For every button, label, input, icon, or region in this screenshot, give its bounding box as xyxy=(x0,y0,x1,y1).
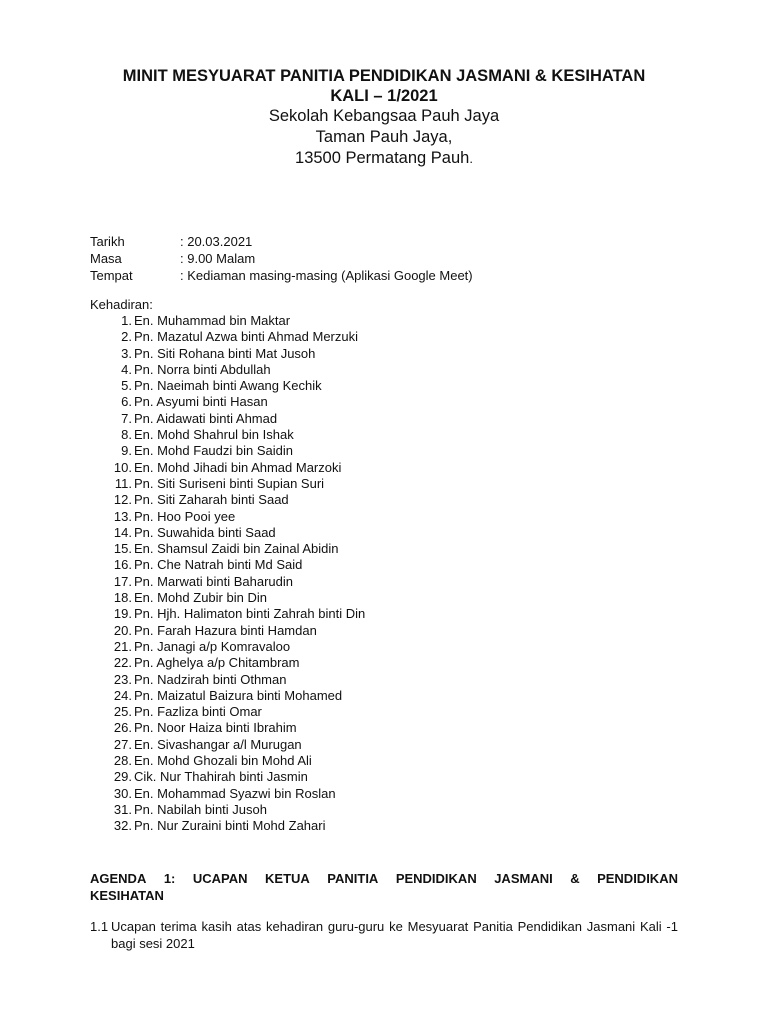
attendee-number: 5. xyxy=(121,378,132,394)
attendee-item xyxy=(90,476,365,492)
attendee-number: 30. xyxy=(113,785,132,801)
title-line-1: MINIT MESYUARAT PANITIA PENDIDIKAN JASMANI & KESIHATAN xyxy=(122,67,646,85)
attendee-name: En. Muhammad bin Maktar xyxy=(134,313,291,328)
agenda-1-heading xyxy=(90,870,678,904)
attendee-name: Pn. Aghelya a/p Chitambram xyxy=(134,655,300,671)
attendee-name: Pn. Siti Zaharah binti Saad xyxy=(134,492,289,508)
attendee-number: 25. xyxy=(113,704,132,720)
attendance-list xyxy=(90,313,365,835)
attendee-name: Pn. Norra binti Abdullah xyxy=(134,361,271,377)
attendee-item xyxy=(90,557,365,573)
attendee-number: 8. xyxy=(121,427,132,443)
attendee-name: En. Shamsul Zaidi bin Zainal Abidin xyxy=(134,541,339,557)
attendee-name: Pn. Nadzirah binti Othman xyxy=(134,671,287,687)
attendee-item xyxy=(90,492,365,508)
meta-key: Tempat xyxy=(90,268,133,283)
document-header xyxy=(60,66,708,169)
attendee-name: Pn. Nur Zuraini binti Mohd Zahari xyxy=(134,818,326,834)
attendee-item xyxy=(90,737,365,753)
attendee-item xyxy=(90,639,365,655)
attendee-name: Pn. Nabilah binti Jusoh xyxy=(134,801,267,817)
attendee-item xyxy=(90,818,365,834)
address-line-2 xyxy=(60,148,708,169)
attendee-number: 11. xyxy=(114,475,132,491)
attendee-item xyxy=(90,688,365,704)
meta-row-time xyxy=(90,250,473,267)
attendee-item xyxy=(90,460,365,476)
attendee-name: En. Mohd Ghozali bin Mohd Ali xyxy=(134,753,312,769)
agenda-word: 1: xyxy=(163,871,176,886)
attendee-item xyxy=(90,329,365,345)
attendee-item xyxy=(90,704,365,720)
attendee-number: 31. xyxy=(113,801,132,817)
attendee-name: Cik. Nur Thahirah binti Jasmin xyxy=(134,769,308,785)
attendee-item xyxy=(90,394,365,410)
attendee-item xyxy=(90,346,365,362)
attendee-name: En. Sivashangar a/l Murugan xyxy=(134,736,302,752)
attendee-number: 16. xyxy=(113,557,132,573)
attendee-name: Pn. Naeimah binti Awang Kechik xyxy=(134,378,322,394)
attendee-name: Pn. Hjh. Halimaton binti Zahrah binti Din xyxy=(134,606,366,622)
attendee-number: 13. xyxy=(113,508,132,524)
attendee-number: 7. xyxy=(121,410,132,426)
attendee-item xyxy=(90,362,365,378)
attendee-name: Pn. Hoo Pooi yee xyxy=(134,508,236,524)
attendee-name: Pn. Siti Rohana binti Mat Jusoh xyxy=(134,345,316,361)
attendee-number: 24. xyxy=(113,687,132,703)
address-line-2-text: 13500 Permatang Pauh xyxy=(295,149,470,167)
attendee-item xyxy=(90,443,365,459)
attendee-item xyxy=(90,623,365,639)
attendee-name: Pn. Maizatul Baizura binti Mohamed xyxy=(134,687,343,703)
school-name: Sekolah Kebangsaa Pauh Jaya xyxy=(268,107,500,125)
attendee-item xyxy=(90,574,365,590)
attendee-name: Pn. Farah Hazura binti Hamdan xyxy=(134,622,317,638)
agenda-word: UCAPAN xyxy=(192,871,248,886)
attendee-name: En. Mohd Shahrul bin Ishak xyxy=(134,427,294,443)
attendee-number: 26. xyxy=(113,720,132,736)
attendee-number: 15. xyxy=(113,541,132,557)
attendee-item xyxy=(90,786,365,802)
attendee-number: 6. xyxy=(121,394,132,410)
attendee-name: En. Mohd Faudzi bin Saidin xyxy=(134,443,293,459)
attendee-number: 4. xyxy=(121,361,132,377)
attendee-name: Pn. Asyumi binti Hasan xyxy=(134,394,268,410)
meta-row-date xyxy=(90,233,473,250)
attendee-name: Pn. Janagi a/p Komravaloo xyxy=(134,638,291,654)
attendee-name: En. Mohd Zubir bin Din xyxy=(134,590,267,606)
agenda-word: PENDIDIKAN xyxy=(597,871,678,886)
attendee-item xyxy=(90,525,365,541)
attendee-number: 18. xyxy=(113,590,132,606)
attendee-number: 23. xyxy=(113,671,132,687)
agenda-word: AGENDA xyxy=(90,871,147,886)
meta-row-place xyxy=(90,267,473,284)
attendee-number: 27. xyxy=(113,736,132,752)
attendee-name: En. Mohammad Syazwi bin Roslan xyxy=(134,785,336,801)
attendee-number: 12. xyxy=(113,492,132,508)
agenda-item-1-1 xyxy=(90,918,678,952)
attendee-number: 10. xyxy=(113,459,132,475)
attendee-item xyxy=(90,411,365,427)
attendee-item xyxy=(90,720,365,736)
attendee-number: 32. xyxy=(113,818,132,834)
attendee-name: En. Mohd Jihadi bin Ahmad Marzoki xyxy=(134,459,342,475)
attendance-label: Kehadiran: xyxy=(90,297,153,312)
attendee-name: Pn. Mazatul Azwa binti Ahmad Merzuki xyxy=(134,329,358,345)
attendee-name: Pn. Noor Haiza binti Ibrahim xyxy=(134,720,297,736)
meta-value: : 9.00 Malam xyxy=(180,251,256,266)
attendee-item xyxy=(90,753,365,769)
attendee-name: Pn. Marwati binti Baharudin xyxy=(134,573,293,589)
attendee-item xyxy=(90,802,365,818)
title-line-2: KALI – 1/2021 xyxy=(330,87,438,105)
agenda-word: PENDIDIKAN xyxy=(395,871,477,886)
attendee-number: 1. xyxy=(121,313,132,328)
attendee-name: Pn. Che Natrah binti Md Said xyxy=(134,557,303,573)
attendee-number: 29. xyxy=(113,769,132,785)
attendance-section xyxy=(90,296,365,835)
attendee-number: 14. xyxy=(113,524,132,540)
agenda-item-row xyxy=(90,918,678,952)
meeting-details xyxy=(90,233,473,284)
attendee-number: 22. xyxy=(113,655,132,671)
agenda-word: & xyxy=(570,871,580,886)
address-line-1: Taman Pauh Jaya, xyxy=(315,128,453,146)
attendee-item xyxy=(90,769,365,785)
attendee-item xyxy=(90,541,365,557)
attendee-number: 21. xyxy=(113,638,132,654)
attendee-item xyxy=(90,427,365,443)
meta-key: Tarikh xyxy=(90,234,125,249)
agenda-word: KETUA xyxy=(265,871,310,886)
attendee-item xyxy=(90,672,365,688)
attendee-name: Pn. Siti Suriseni binti Supian Suri xyxy=(134,475,325,491)
attendee-name: Pn. Fazliza binti Omar xyxy=(134,704,262,720)
attendee-number: 2. xyxy=(121,329,132,345)
agenda-1-line-1 xyxy=(90,870,678,887)
attendee-number: 28. xyxy=(113,753,132,769)
attendee-item xyxy=(90,378,365,394)
attendee-name: Pn. Suwahida binti Saad xyxy=(134,524,276,540)
attendee-item xyxy=(90,313,365,329)
item-text: Ucapan terima kasih atas kehadiran guru-guru ke Mesyuarat Panitia Pendidikan Jasmani Kali -1 bagi sesi 2021 xyxy=(111,919,678,951)
attendee-item xyxy=(90,655,365,671)
attendee-item xyxy=(90,606,365,622)
meta-key: Masa xyxy=(90,251,122,266)
agenda-word: PANITIA xyxy=(327,871,379,886)
attendee-number: 9. xyxy=(121,443,132,459)
meta-value: : 20.03.2021 xyxy=(180,234,253,249)
attendee-item xyxy=(90,509,365,525)
meta-value: : Kediaman masing-masing (Aplikasi Google Meet) xyxy=(180,268,473,283)
attendee-number: 19. xyxy=(113,606,132,622)
address-line-2-period: . xyxy=(469,151,473,166)
attendee-name: Pn. Aidawati binti Ahmad xyxy=(134,410,278,426)
attendee-item xyxy=(90,590,365,606)
agenda-word: JASMANI xyxy=(494,871,553,886)
attendee-number: 20. xyxy=(113,622,132,638)
agenda-1-line-2: KESIHATAN xyxy=(90,888,164,903)
attendee-number: 17. xyxy=(113,573,132,589)
item-number: 1.1 xyxy=(90,919,109,934)
attendee-number: 3. xyxy=(121,345,132,361)
